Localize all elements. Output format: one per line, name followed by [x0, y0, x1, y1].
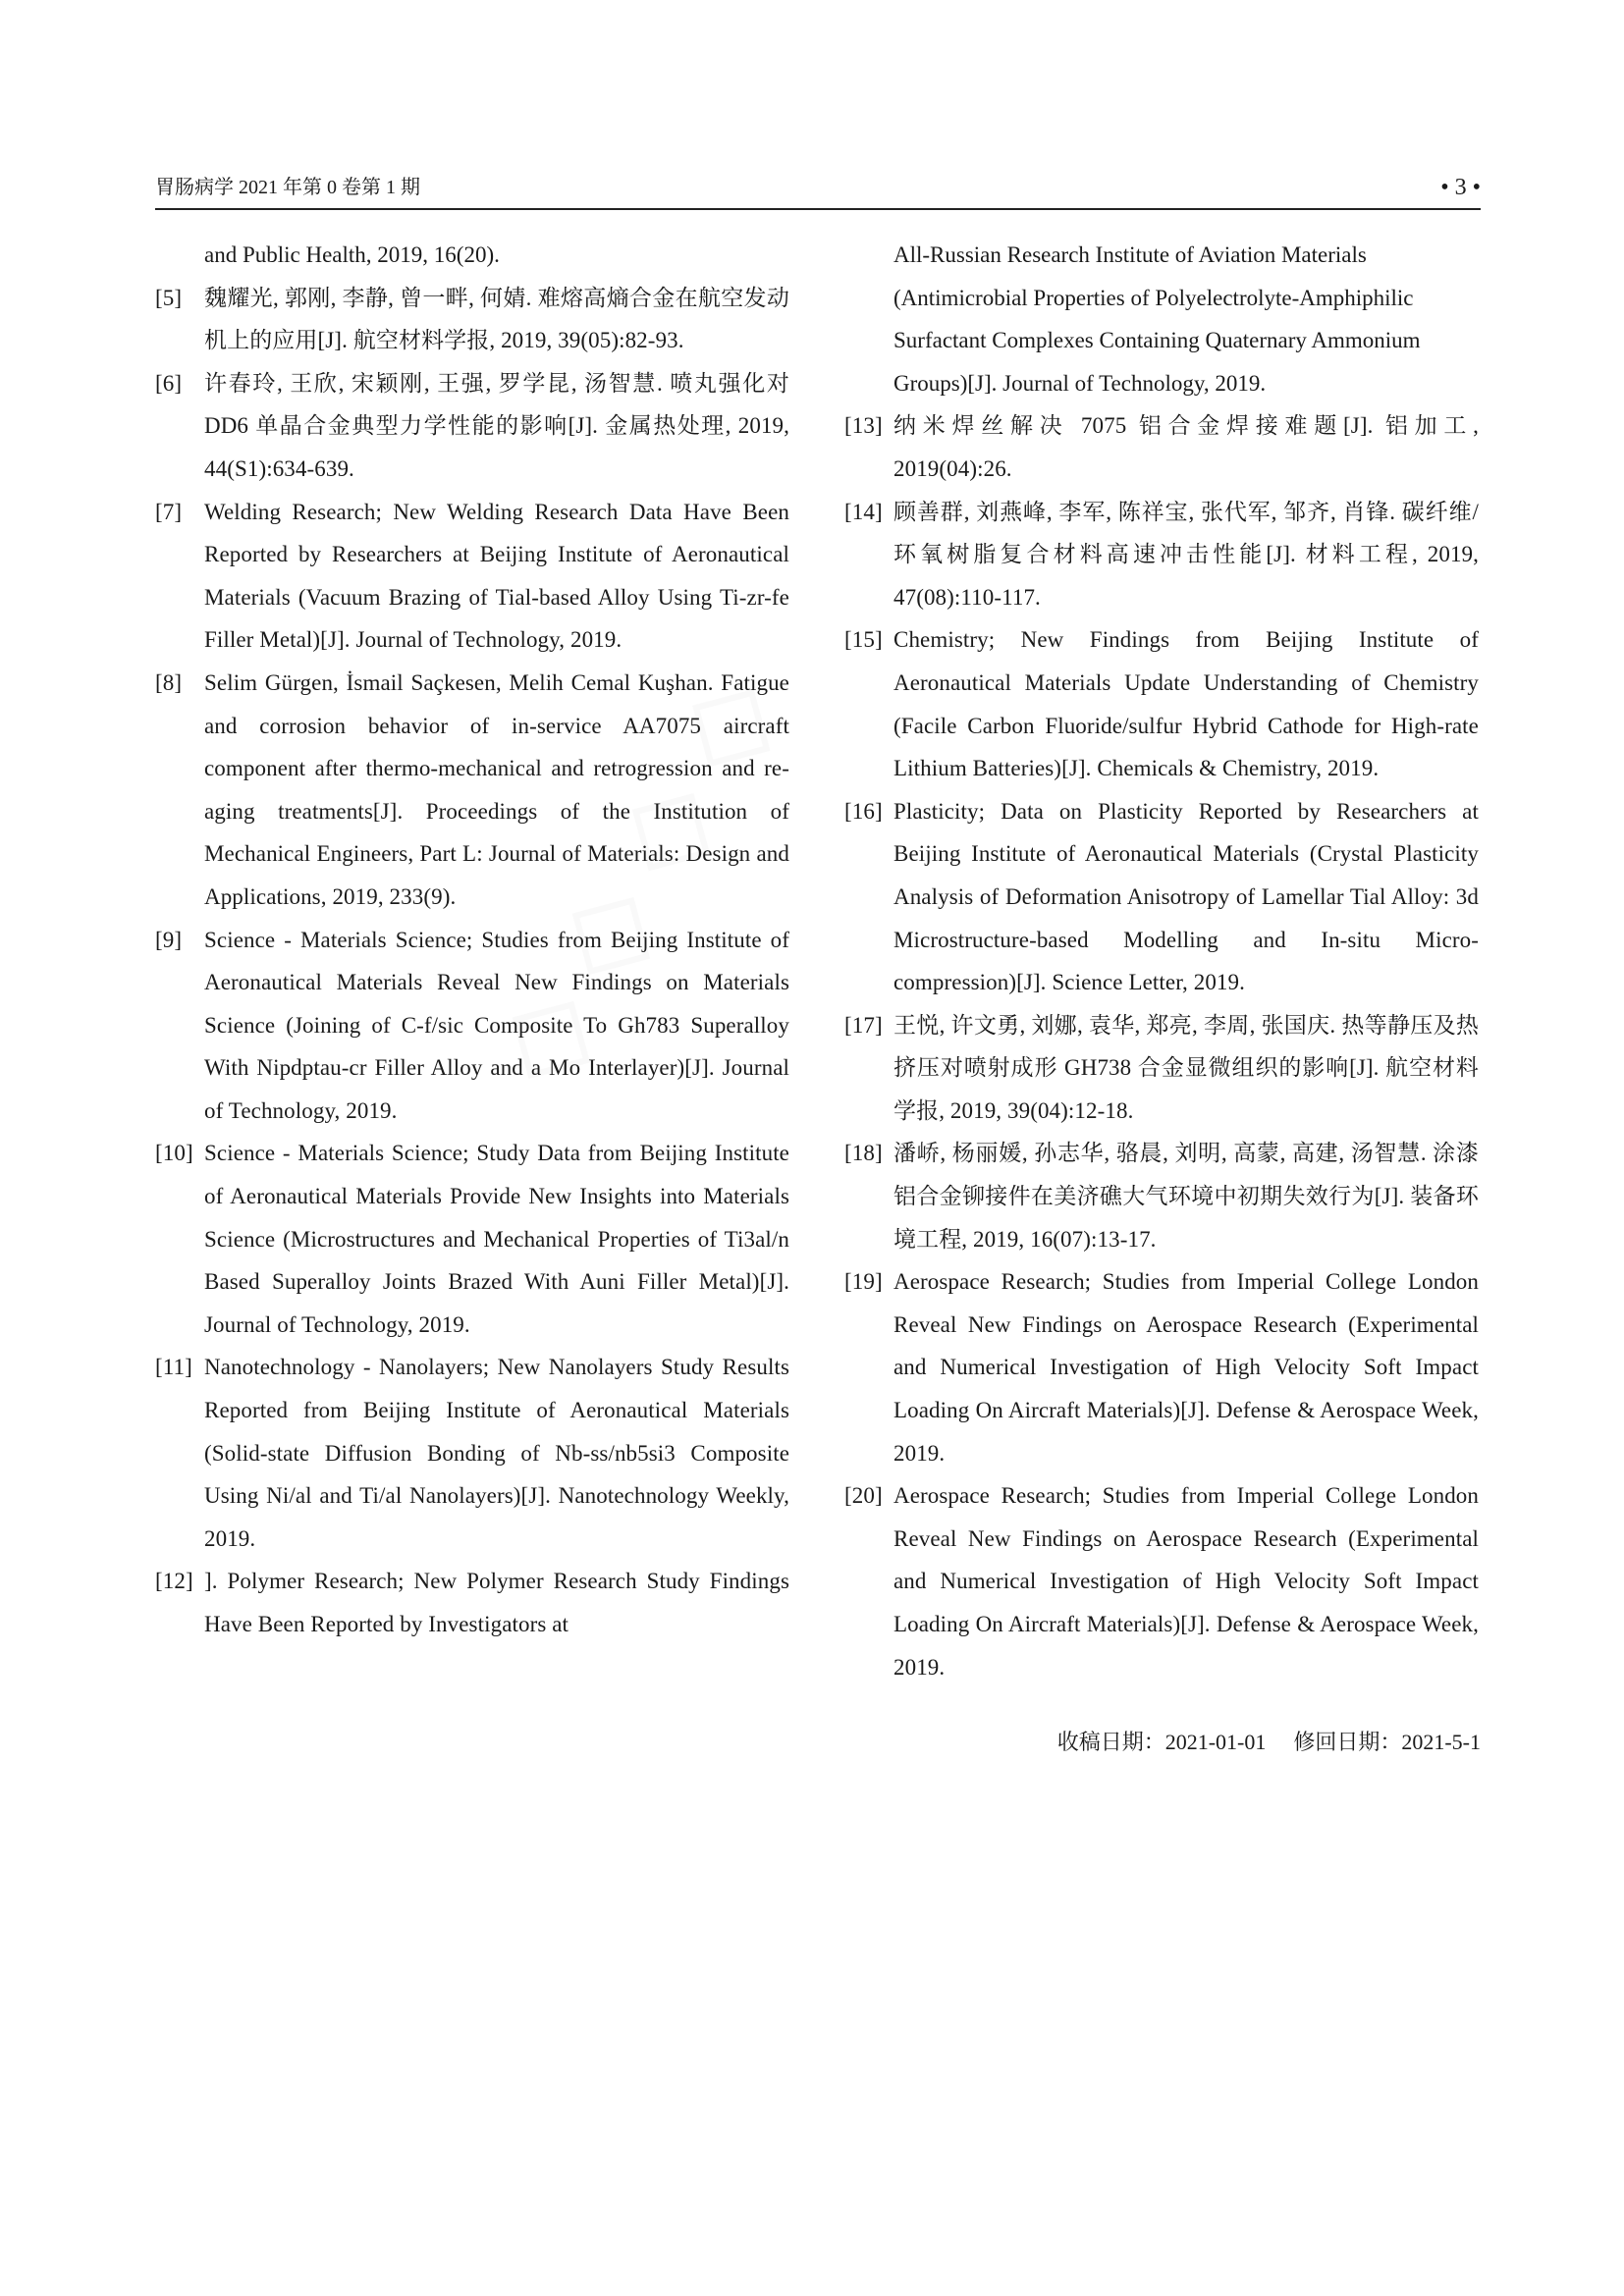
reference-text: Welding Research; New Welding Research Data Have Been Reported by Researchers at Beijing Institute of Aeronautical Materials (Vacuum Brazing of Tial-based Alloy Using Ti-zr-fe Filler Metal)[J]. Journal of Technology, 2019.	[204, 499, 789, 653]
reference-tag: [20]	[844, 1483, 883, 1509]
left-column	[155, 234, 789, 1646]
reference-continuation: and Public Health, 2019, 16(20).	[204, 242, 500, 267]
reference-text: 王悦, 许文勇, 刘娜, 袁华, 郑亮, 李周, 张国庆. 热等静压及热挤压对喷射成形 GH738 合金显微组织的影响[J]. 航空材料学报, 2019, 39(04):12-18.	[893, 1012, 1479, 1123]
reference-text: ]. Polymer Research; New Polymer Research Study Findings Have Been Reported by Investigators at	[204, 1569, 789, 1636]
reference-tag: [8]	[155, 669, 183, 695]
reference-item	[155, 491, 789, 662]
reference-item	[155, 1346, 789, 1560]
reference-item	[844, 1474, 1479, 1688]
reference-item	[844, 618, 1479, 789]
reference-text: 许春玲, 王欣, 宋颖刚, 王强, 罗学昆, 汤智慧. 喷丸强化对 DD6 单晶合金典型力学性能的影响[J]. 金属热处理, 2019, 44(S1):634-639.	[204, 370, 789, 481]
reference-tag: [11]	[155, 1355, 192, 1380]
reference-item	[844, 790, 1479, 1004]
reference-tag: [14]	[844, 499, 883, 524]
reference-text: Aerospace Research; Studies from Imperial College London Reveal New Findings on Aerospace Research (Experimental and Numerical Investigation of High Velocity Soft Impact Loading On Aircraft Materials)[J]. Defense & Aerospace Week, 2019.	[893, 1483, 1479, 1680]
reference-tag: [19]	[844, 1269, 883, 1295]
running-header	[155, 173, 1481, 206]
reference-continuation: All-Russian Research Institute of Aviation Materials (Antimicrobial Properties of Polyelectrolyte-Amphiphilic Surfactant Complexes Containing Quaternary Ammonium Groups)[J]. Journal of Technology, 2019.	[893, 242, 1421, 396]
reference-tag: [13]	[844, 413, 883, 439]
received-date: 收稿日期：2021-01-01	[1056, 1730, 1267, 1754]
submission-dates	[1057, 1726, 1481, 1759]
reference-tag: [10]	[155, 1141, 193, 1166]
reference-tag: [17]	[844, 1012, 883, 1038]
reference-item	[844, 491, 1479, 619]
reference-text: Plasticity; Data on Plasticity Reported by Researchers at Beijing Institute of Aeronautical Materials (Crystal Plasticity Analysis of Deformation Anisotropy of Lamellar Tial Alloy: 3d Microstructure-based Modelling and In-situ Micro-compression)[J]. Science Letter, 2019.	[893, 798, 1479, 995]
reference-item	[155, 1560, 789, 1645]
reference-item	[844, 1260, 1479, 1474]
right-column	[844, 234, 1479, 1688]
reference-text: Nanotechnology - Nanolayers; New Nanolayers Study Results Reported from Beijing Institute of Aeronautical Materials (Solid-state Diffusion Bonding of Nb-ss/nb5si3 Composite Using Ni/al and Ti/al Nanolayers)[J]. Nanotechnology Weekly, 2019.	[204, 1355, 789, 1551]
reference-item	[844, 404, 1479, 490]
reference-item	[155, 362, 789, 491]
reference-text: Selim Gürgen, İsmail Saçkesen, Melih Cemal Kuşhan. Fatigue and corrosion behavior of in-service AA7075 aircraft component after thermo-mechanical and retrogression and re-aging treatments[J]. Proceedings of the Institution of Mechanical Engineers, Part L: Journal of Materials: Design and Applications, 2019, 233(9).	[204, 669, 789, 909]
reference-tag: [9]	[155, 927, 183, 952]
reference-tag: [5]	[155, 285, 183, 310]
reference-item	[155, 1132, 789, 1346]
reference-item	[155, 277, 789, 362]
reference-tag: [16]	[844, 798, 883, 824]
reference-text: 纳米焊丝解决 7075 铝合金焊接难题[J]. 铝加工, 2019(04):26.	[893, 413, 1479, 481]
reference-text: Science - Materials Science; Studies from Beijing Institute of Aeronautical Materials Reveal New Findings on Materials Science (Joining of C-f/sic Composite To Gh783 Superalloy With Nipdptau-cr Filler Alloy and a Mo Interlayer)[J]. Journal of Technology, 2019.	[204, 927, 789, 1123]
reference-text: Science - Materials Science; Study Data from Beijing Institute of Aeronautical Materials Provide New Insights into Materials Science (Microstructures and Mechanical Properties of Ti3al/n Based Superalloy Joints Brazed With Auni Filler Metal)[J]. Journal of Technology, 2019.	[204, 1141, 789, 1337]
reference-text: 魏耀光, 郭刚, 李静, 曾一畔, 何婧. 难熔高熵合金在航空发动机上的应用[J]. 航空材料学报, 2019, 39(05):82-93.	[204, 285, 789, 353]
reference-tag: [6]	[155, 370, 183, 396]
reference-tag: [12]	[155, 1569, 193, 1594]
page-number: • 3 •	[1440, 175, 1481, 200]
reference-item	[844, 1004, 1479, 1133]
reference-text: 潘峤, 杨丽媛, 孙志华, 骆晨, 刘明, 高蒙, 高建, 汤智慧. 涂漆铝合金铆接件在美济礁大气环境中初期失效行为[J]. 装备环境工程, 2019, 16(07):13-17.	[893, 1141, 1479, 1252]
reference-tag: [18]	[844, 1141, 883, 1166]
journal-title: 胃肠病学 2021 年第 0 卷第 1 期	[155, 177, 420, 198]
reference-tag: [7]	[155, 499, 183, 524]
header-rule	[155, 208, 1481, 210]
revised-date: 修回日期：2021-5-1	[1293, 1730, 1481, 1754]
reference-text: Chemistry; New Findings from Beijing Institute of Aeronautical Materials Update Understanding of Chemistry (Facile Carbon Fluoride/sulfur Hybrid Cathode for High-rate Lithium Batteries)[J]. Chemicals & Chemistry, 2019.	[893, 627, 1479, 781]
reference-item	[844, 1132, 1479, 1260]
reference-text: 顾善群, 刘燕峰, 李军, 陈祥宝, 张代军, 邹齐, 肖锋. 碳纤维/环氧树脂复合材料高速冲击性能[J]. 材料工程, 2019, 47(08):110-117.	[893, 499, 1479, 610]
reference-tag: [15]	[844, 627, 883, 653]
reference-item	[155, 919, 789, 1133]
reference-item	[155, 662, 789, 919]
reference-text: Aerospace Research; Studies from Imperial College London Reveal New Findings on Aerospace Research (Experimental and Numerical Investigation of High Velocity Soft Impact Loading On Aircraft Materials)[J]. Defense & Aerospace Week, 2019.	[893, 1269, 1479, 1466]
